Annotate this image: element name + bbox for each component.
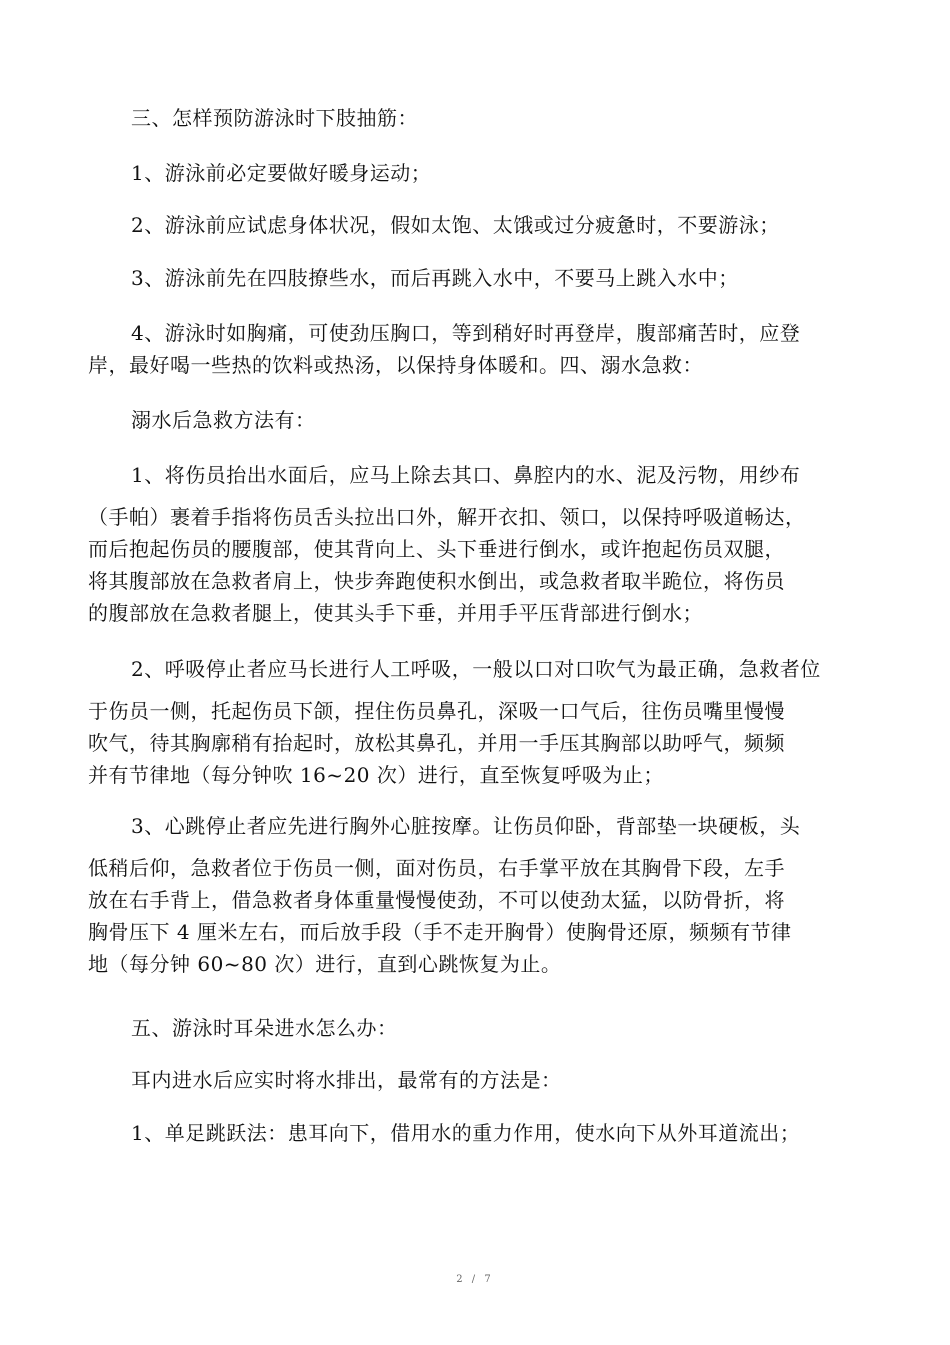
heading-rescue-methods: 溺水后急救方法有： — [131, 408, 316, 432]
paragraph-line: 于伤员一侧，托起伤员下颌，捏住伤员鼻孔，深吸一口气后，往伤员嘴里慢慢 — [88, 699, 785, 723]
page-number: 2 / 7 — [456, 1274, 494, 1285]
paragraph-rescue-step-1 — [88, 459, 858, 629]
paragraph-line: 吹气，待其胸廓稍有抬起时，放松其鼻孔，并用一手压其胸部以助呼气，频频 — [88, 731, 785, 755]
paragraph-item-3: 3、游泳前先在四肢撩些水，而后再跳入水中，不要马上跳入水中； — [131, 266, 739, 290]
paragraph-line: 并有节律地（每分钟吹 16~20 次）进行，直至恢复呼吸为止； — [88, 763, 664, 787]
paragraph-line: 低稍后仰，急救者位于伤员一侧，面对伤员，右手掌平放在其胸骨下段，左手 — [88, 856, 785, 880]
paragraph-item-4 — [88, 317, 858, 381]
paragraph-line: 4、游泳时如胸痛，可使劲压胸口，等到稍好时再登岸，腹部痛苦时，应登 — [131, 321, 801, 345]
paragraph-line: 1、将伤员抬出水面后，应马上除去其口、鼻腔内的水、泥及污物，用纱布 — [131, 463, 801, 487]
paragraph-line: 而后抱起伤员的腰腹部，使其背向上、头下垂进行倒水，或许抱起伤员双腿， — [88, 537, 785, 561]
paragraph-item-1: 1、游泳前必定要做好暖身运动； — [131, 161, 432, 185]
paragraph-ear-intro: 耳内进水后应实时将水排出，最常有的方法是： — [131, 1068, 562, 1092]
paragraph-ear-method-1: 1、单足跳跃法：患耳向下，借用水的重力作用，使水向下从外耳道流出； — [131, 1121, 801, 1145]
paragraph-line: 放在右手背上，借急救者身体重量慢慢使劲，不可以使劲太猛，以防骨折，将 — [88, 888, 785, 912]
paragraph-line: 岸，最好喝一些热的饮料或热汤，以保持身体暖和。四、溺水急救： — [88, 353, 703, 377]
paragraph-line: 地（每分钟 60~80 次）进行，直到心跳恢复为止。 — [88, 952, 562, 976]
paragraph-item-2: 2、游泳前应试虑身体状况，假如太饱、太饿或过分疲惫时，不要游泳； — [131, 213, 780, 237]
paragraph-line: 将其腹部放在急救者肩上，快步奔跑使积水倒出，或急救者取半跪位，将伤员 — [88, 569, 785, 593]
paragraph-line: 3、心跳停止者应先进行胸外心脏按摩。让伤员仰卧，背部垫一块硬板，头 — [131, 814, 801, 838]
paragraph-line: 2、呼吸停止者应马长进行人工呼吸，一般以口对口吹气为最正确，急救者位 — [131, 657, 821, 681]
heading-prevent-cramps: 三、怎样预防游泳时下肢抽筋： — [131, 106, 418, 130]
paragraph-rescue-step-2 — [88, 653, 858, 791]
paragraph-line: （手帕）裹着手指将伤员舌头拉出口外，解开衣扣、领口，以保持呼吸道畅达， — [88, 505, 806, 529]
paragraph-line: 胸骨压下 4 厘米左右，而后放手段（手不走开胸骨）使胸骨还原，频频有节律 — [88, 920, 792, 944]
paragraph-rescue-step-3 — [88, 810, 858, 980]
heading-water-in-ear: 五、游泳时耳朵进水怎么办： — [131, 1016, 398, 1040]
paragraph-line: 的腹部放在急救者腿上，使其头手下垂，并用手平压背部进行倒水； — [88, 601, 703, 625]
